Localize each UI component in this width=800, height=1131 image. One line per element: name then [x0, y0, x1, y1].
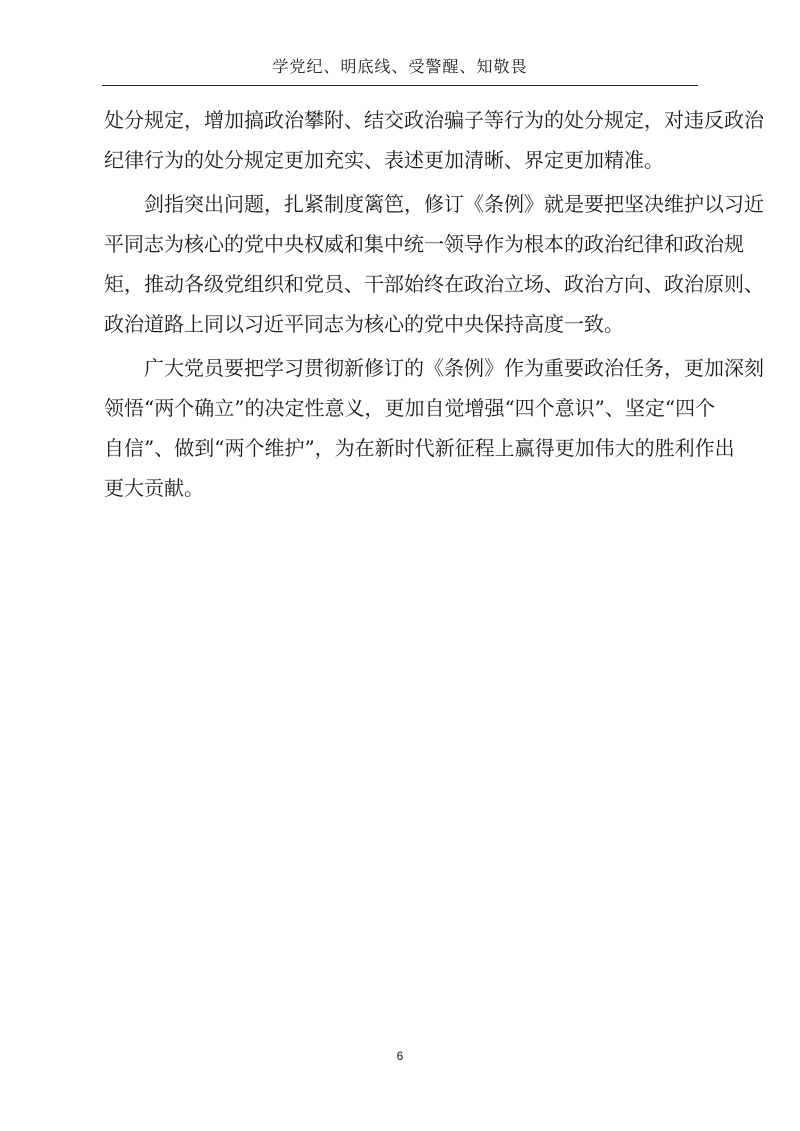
text-line: 政治道路上同以习近平同志为核心的党中央保持高度一致。	[104, 312, 624, 336]
page-header-title: 学党纪、明底线、受警醒、知敬畏	[272, 57, 528, 76]
text-line: 领悟“两个确立”的决定性意义，更加自觉增强“四个意识”、坚定“四个	[104, 396, 716, 420]
header-divider	[102, 85, 698, 86]
text-line: 自信”、做到“两个维护”，为在新时代新征程上赢得更加伟大的胜利作出	[104, 436, 735, 460]
text-line: 更大贡献。	[104, 476, 204, 500]
paragraph	[104, 348, 764, 508]
text-line: 处分规定，增加搞政治攀附、结交政治骗子等行为的处分规定，对违反政治	[104, 108, 764, 132]
text-line: 纪律行为的处分规定更加充实、表述更加清晰、界定更加精准。	[104, 148, 664, 172]
document-body	[104, 100, 764, 508]
paragraph	[104, 184, 764, 344]
paragraph	[104, 100, 764, 180]
page-number: 6	[396, 1049, 404, 1063]
text-line: 矩，推动各级党组织和党员、干部始终在政治立场、政治方向、政治原则、	[104, 272, 764, 296]
text-line: 平同志为核心的党中央权威和集中统一领导作为根本的政治纪律和政治规	[104, 232, 744, 256]
text-line: 剑指突出问题，扎紧制度篱笆，修订《条例》就是要把坚决维护以习近	[144, 192, 764, 216]
text-line: 广大党员要把学习贯彻新修订的《条例》作为重要政治任务，更加深刻	[144, 356, 764, 380]
